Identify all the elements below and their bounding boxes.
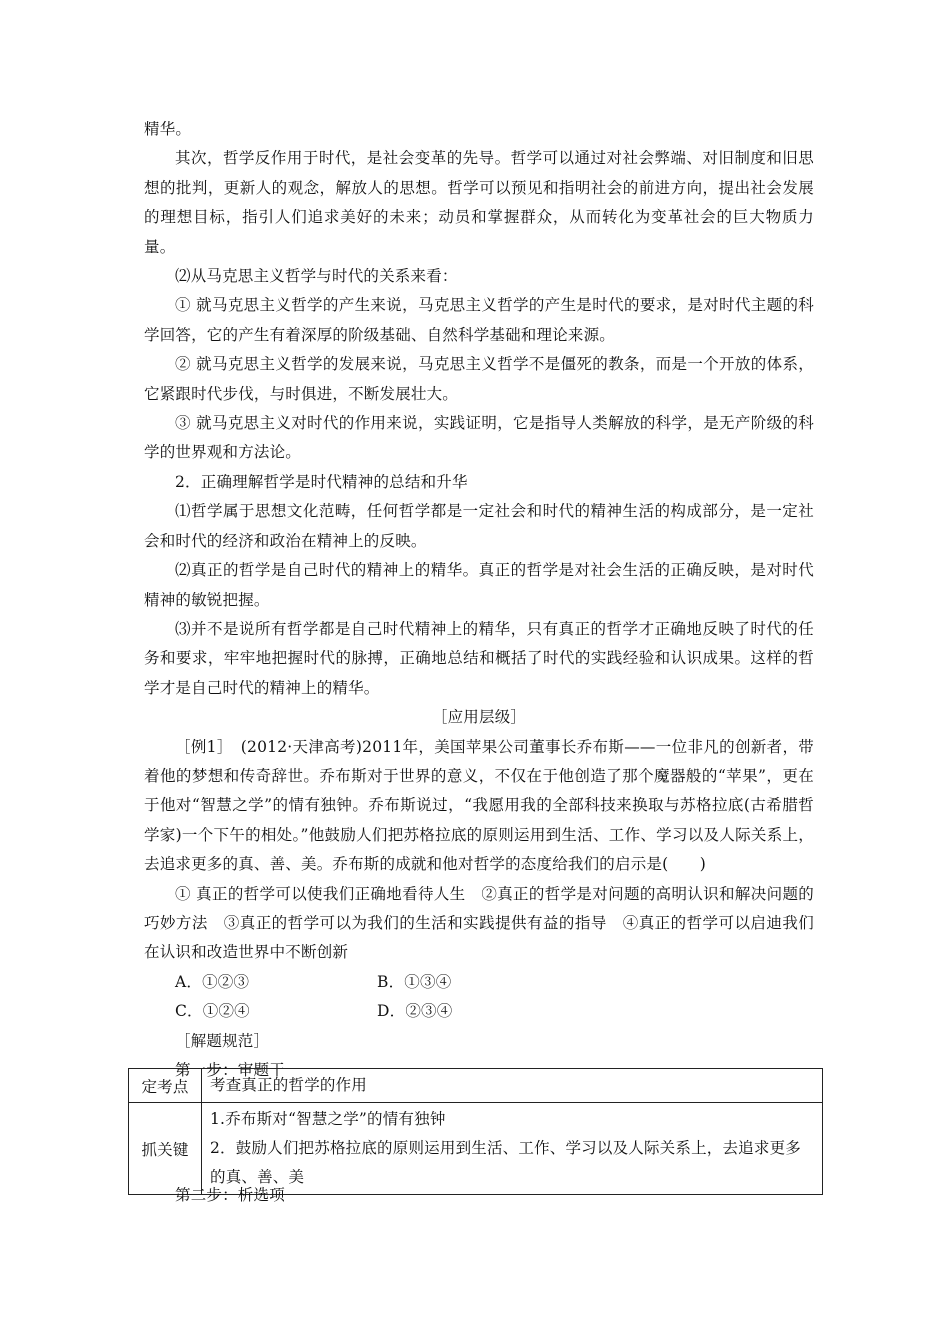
table-value-cell — [202, 1103, 823, 1195]
section-title: ［应用层级］ — [431, 708, 527, 727]
key-point-2: 2．鼓励人们把苏格拉底的原则运用到生活、工作、学习以及人际关系上，去追求更多的真、善、美 — [210, 1139, 801, 1186]
table-row — [129, 1069, 823, 1103]
paragraph-marxism-origin: ① 就马克思主义哲学的产生来说，马克思主义哲学的产生是时代的要求，是对时代主题的科学回答，它的产生有着深厚的阶级基础、自然科学基础和理论来源。 — [144, 296, 814, 344]
table-key-cell: 抓关键 — [129, 1103, 202, 1195]
table-key-cell: 定考点 — [129, 1069, 202, 1103]
paragraph-marxism-development: ② 就马克思主义哲学的发展来说，马克思主义哲学不是僵死的教条，而是一个开放的体系，它紧跟时代步伐，与时俱进，不断发展壮大。 — [144, 355, 814, 403]
key-point-1: 1.乔布斯对“智慧之学”的情有独钟 — [210, 1110, 446, 1128]
paragraph-marxism-heading: ⑵从马克思主义哲学与时代的关系来看： — [175, 267, 458, 286]
paragraph-point-2-2: ⑵真正的哲学是自己时代的精神上的精华。真正的哲学是对社会生活的正确反映，是对时代精神的敏锐把握。 — [144, 561, 814, 609]
step-1-label: 第一步：审题干 — [175, 1061, 285, 1079]
body-text — [144, 115, 814, 1085]
paragraph-marxism-role: ③ 就马克思主义对时代的作用来说，实践证明，它是指导人类解放的科学，是无产阶级的科学的世界观和方法论。 — [144, 414, 814, 462]
paragraph-continuation: 精华。 — [144, 120, 192, 138]
option-b: B．①③④ — [377, 972, 452, 991]
paragraph-second-point: 其次，哲学反作用于时代，是社会变革的先导。哲学可以通过对社会弊端、对旧制度和旧思想的批判，更新人的观念，解放人的思想。哲学可以预见和指明社会的前进方向，提出社会发展的理想目标，指引人们追求美好的未来；动员和掌握群众，从而转化为变革社会的巨大物质力量。 — [144, 149, 814, 256]
example-statements: ① 真正的哲学可以使我们正确地看待人生 ②真正的哲学是对问题的高明认识和解决问题的巧妙方法 ③真正的哲学可以为我们的生活和实践提供有益的指导 ④真正的哲学可以启迪我们在认识和改造世界中不断创新 — [144, 884, 814, 962]
paragraph-point-2-1: ⑴哲学属于思想文化范畴，任何哲学都是一定社会和时代的精神生活的构成部分，是一定社会和时代的经济和政治在精神上的反映。 — [144, 502, 814, 550]
example-stem: ［例1］ (2012·天津高考)2011年，美国苹果公司董事长乔布斯——一位非凡的创新者，带着他的梦想和传奇辞世。乔布斯对于世界的意义，不仅在于他创造了那个魔器般的“苹果”，更在于他对“智慧之学”的情有独钟。乔布斯说过，“我愿用我的全部科技来换取与苏格拉底(古希腊哲学家)一个下午的相处。”他鼓励人们把苏格拉底的原则运用到生活、工作、学习以及人际关系上，去追求更多的真、善、美。乔布斯的成就和他对哲学的态度给我们的启示是( ) — [144, 737, 814, 874]
options-row-2 — [144, 997, 814, 1026]
paragraph-point-2-3: ⑶并不是说所有哲学都是自己时代精神上的精华，只有真正的哲学才正确地反映了时代的任务和要求，牢牢地把握时代的脉搏，正确地总结和概括了时代的实践经验和认识成果。这样的哲学才是自己时代的精神上的精华。 — [144, 619, 814, 697]
heading-point-2: 2．正确理解哲学是时代精神的总结和升华 — [175, 472, 468, 491]
table-value-cell: 考查真正的哲学的作用 — [202, 1069, 823, 1103]
option-a: A．①②③ — [175, 972, 250, 991]
solution-label: ［解题规范］ — [175, 1031, 270, 1050]
option-c: C．①②④ — [175, 1002, 250, 1021]
options-row-1 — [144, 968, 814, 997]
option-d: D．②③④ — [377, 1002, 453, 1021]
step-2-label: 第二步：析选项 — [175, 1186, 285, 1204]
table-row — [129, 1103, 823, 1195]
analysis-table — [128, 1068, 823, 1195]
